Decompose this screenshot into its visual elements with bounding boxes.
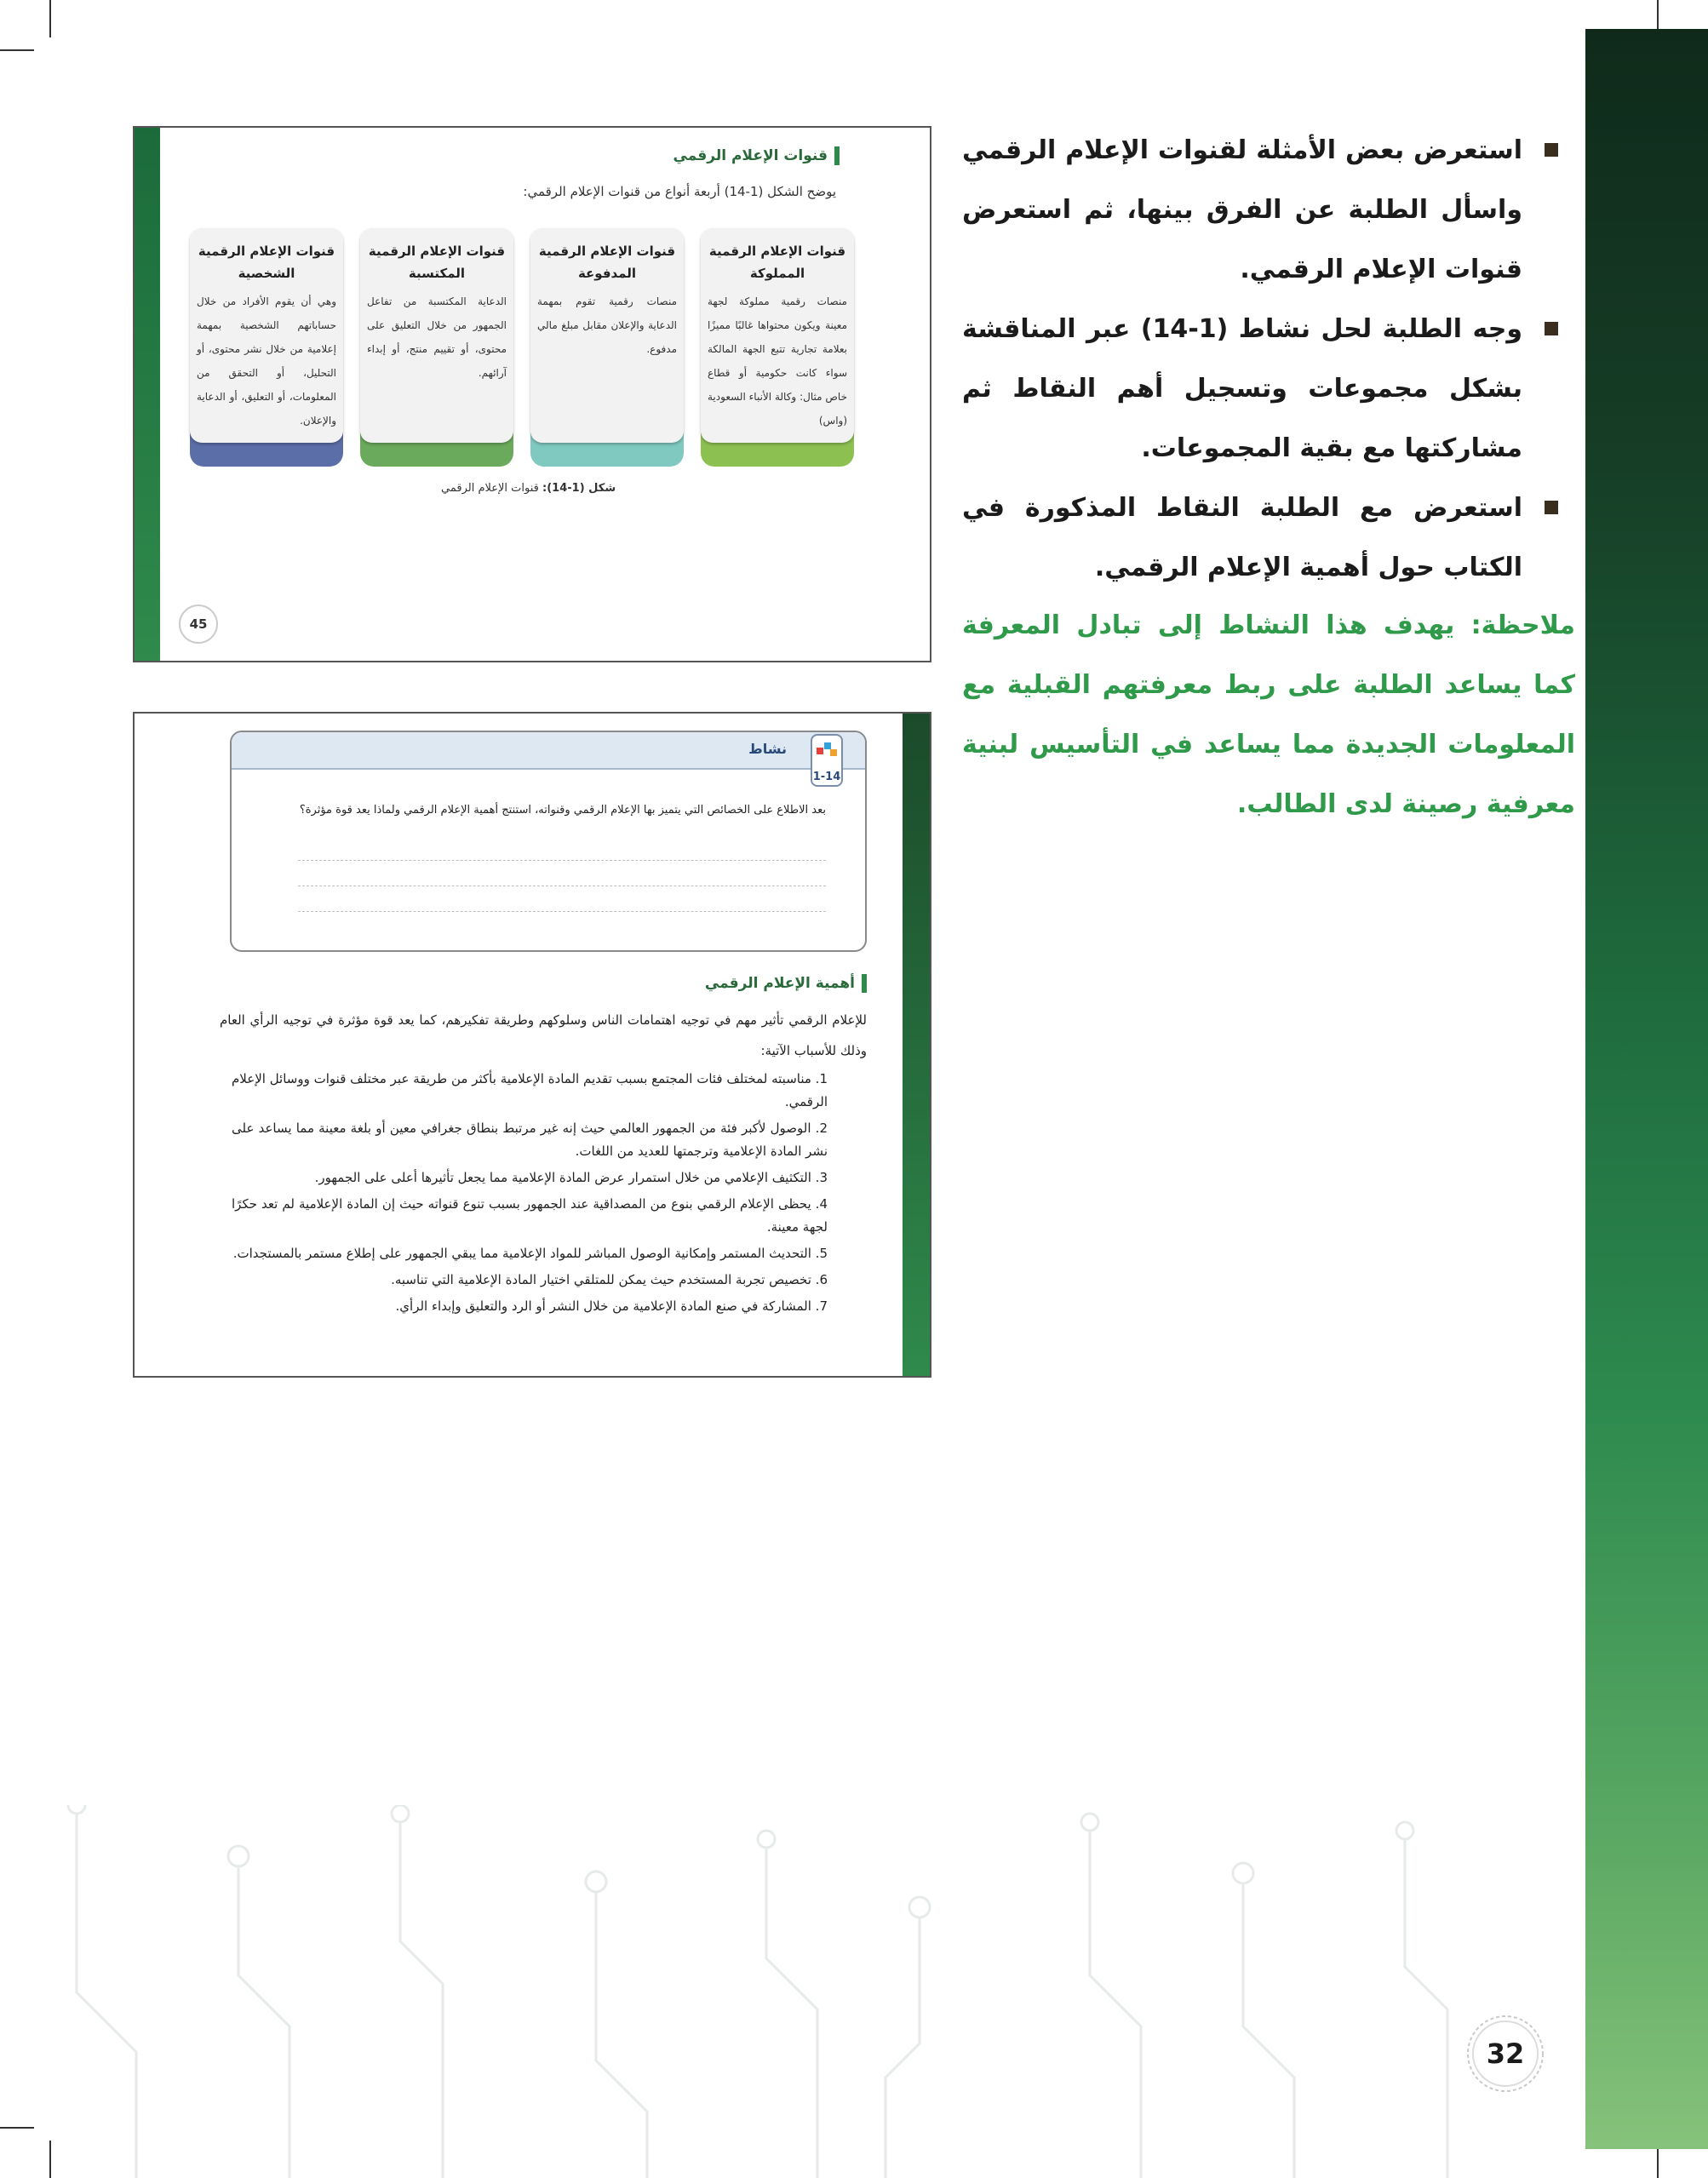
channel-cards <box>181 228 854 467</box>
puzzle-icon <box>814 739 840 765</box>
list-item: 4. يحظى الإعلام الرقمي بنوع من المصداقية عند الجمهور بسبب تنوع قنواته حيث إن المادة الإعلامية لم تعد حكرًا لجهة معينة. <box>232 1196 828 1235</box>
card-title: قنوات الإعلام الرقمية الشخصية <box>198 244 335 281</box>
card-title: قنوات الإعلام الرقمية المدفوعة <box>538 244 676 281</box>
list-item: 2. الوصول لأكبر فئة من الجمهور العالمي حيث إنه غير مرتبط بنطاق جغرافي معين أو بلغة معينة مما يساعد على نشر المادة الإعلامية وترجمتها للعديد من اللغات. <box>232 1121 828 1159</box>
channel-card-earned <box>360 228 513 467</box>
title-marker-icon <box>834 146 840 165</box>
side-band <box>1585 29 1708 2149</box>
instruction-item: وجه الطلبة لحل نشاط (1-14) عبر المناقشة بشكل مجموعات وتسجيل أهم النقاط ثم مشاركتها مع بقية المجموعات. <box>962 300 1558 479</box>
card-body: منصات رقمية تقوم بمهمة الدعاية والإعلان مقابل مبلغ مالي مدفوع. <box>537 295 677 355</box>
card-body: منصات رقمية مملوكة لجهة معينة ويكون محتواها غالبًا مميزًا بعلامة تجارية تتبع الجهة المالكة سواء كانت حكومية أو قطاع خاص مثال: وكالة الأنباء السعودية (واس) <box>708 295 847 427</box>
instruction-item: استعرض مع الطلبة النقاط المذكورة في الكتاب حول أهمية الإعلام الرقمي. <box>962 479 1558 598</box>
instruction-list <box>962 121 1558 598</box>
instruction-item: استعرض بعض الأمثلة لقنوات الإعلام الرقمي واسأل الطلبة عن الفرق بينها، ثم استعرض قنوات الإعلام الرقمي. <box>962 121 1558 300</box>
card-title: قنوات الإعلام الرقمية المكتسبة <box>368 244 506 281</box>
bullet-square-icon <box>1545 143 1558 157</box>
list-item: 5. التحديث المستمر وإمكانية الوصول المباشر للمواد الإعلامية مما يبقي الجمهور على إطلاع مستمر بالمستجدات. <box>232 1246 828 1261</box>
list-item: 3. التكثيف الإعلامي من خلال استمرار عرض المادة الإعلامية مما يجعل تأثيرها أعلى على الجمهور. <box>314 1170 828 1185</box>
list-item: 6. تخصيص تجربة المستخدم حيث يمكن للمتلقي اختيار المادة الإعلامية التي تناسبه. <box>391 1272 828 1287</box>
circuit-pattern <box>0 1805 1584 2178</box>
page-edge-bar <box>903 714 930 1376</box>
activity-number: 1-14 <box>812 771 841 783</box>
reasons-list <box>232 1068 828 1321</box>
answer-line <box>298 911 826 912</box>
page-number-badge <box>1466 2015 1545 2093</box>
page-edge-bar <box>135 128 160 661</box>
card-body: وهي أن يقوم الأفراد من خلال حساباتهم الشخصية بمهمة إعلامية من خلال نشر محتوى، أو التحليل، أو التحقق من المعلومات، أو التعليق، أو الدعاية والإعلان. <box>197 295 336 427</box>
activity-question: بعد الاطلاع على الخصائص التي يتميز بها الإعلام الرقمي وقنواته، استنتج أهمية الإعلام الرقمي ولماذا يعد قوة مؤثرة؟ <box>299 804 826 817</box>
card-title: قنوات الإعلام الرقمية المملوكة <box>708 244 846 281</box>
crop-mark <box>49 0 51 37</box>
textbook-page-thumbnail-channels <box>133 126 931 662</box>
section-intro: للإعلام الرقمي تأثير مهم في توجيه اهتمامات الناس وسلوكهم وطريقة تفكيرهم، كما يعد قوة مؤثرة في توجيه الرأي العام وذلك للأسباب الآتية: <box>220 1012 867 1058</box>
page-number: 32 <box>1476 2025 1534 2083</box>
activity-header <box>232 732 865 770</box>
title-marker-icon <box>862 974 867 993</box>
activity-box <box>230 731 867 952</box>
thumbnail-page-number: 45 <box>179 605 218 644</box>
channel-card-paid <box>530 228 684 467</box>
section-title: أهمية الإعلام الرقمي <box>705 974 867 993</box>
list-item: 1. مناسبته لمختلف فئات المجتمع بسبب تقديم المادة الإعلامية بأكثر من طريقة عبر مختلف قنوات ووسائل الإعلام الرقمي. <box>232 1071 828 1109</box>
activity-icon <box>811 734 843 787</box>
crop-mark <box>0 49 34 51</box>
section-intro: يوضح الشكل (1-14) أربعة أنواع من قنوات الإعلام الرقمي: <box>523 184 836 199</box>
channel-card-personal <box>190 228 343 467</box>
textbook-page-thumbnail-importance <box>133 712 931 1378</box>
answer-line <box>298 860 826 861</box>
bullet-square-icon <box>1545 501 1558 514</box>
activity-label: نشاط <box>748 741 787 757</box>
channel-card-owned <box>701 228 854 467</box>
figure-caption: شكل (1-14): قنوات الإعلام الرقمي <box>441 482 616 495</box>
teacher-note: ملاحظة: يهدف هذا النشاط إلى تبادل المعرفة كما يساعد الطلبة على ربط معرفتهم القبلية مع المعلومات الجديدة مما يساعد في التأسيس لبنية معرفية رصينة لدى الطالب. <box>962 610 1575 819</box>
list-item: 7. المشاركة في صنع المادة الإعلامية من خلال النشر أو الرد والتعليق وإبداء الرأي. <box>395 1298 828 1314</box>
section-title: قنوات الإعلام الرقمي <box>673 146 840 165</box>
bullet-square-icon <box>1545 322 1558 335</box>
card-body: الدعاية المكتسبة من تفاعل الجمهور من خلال التعليق على محتوى، أو تقييم منتج، أو إبداء آرائهم. <box>367 295 507 379</box>
